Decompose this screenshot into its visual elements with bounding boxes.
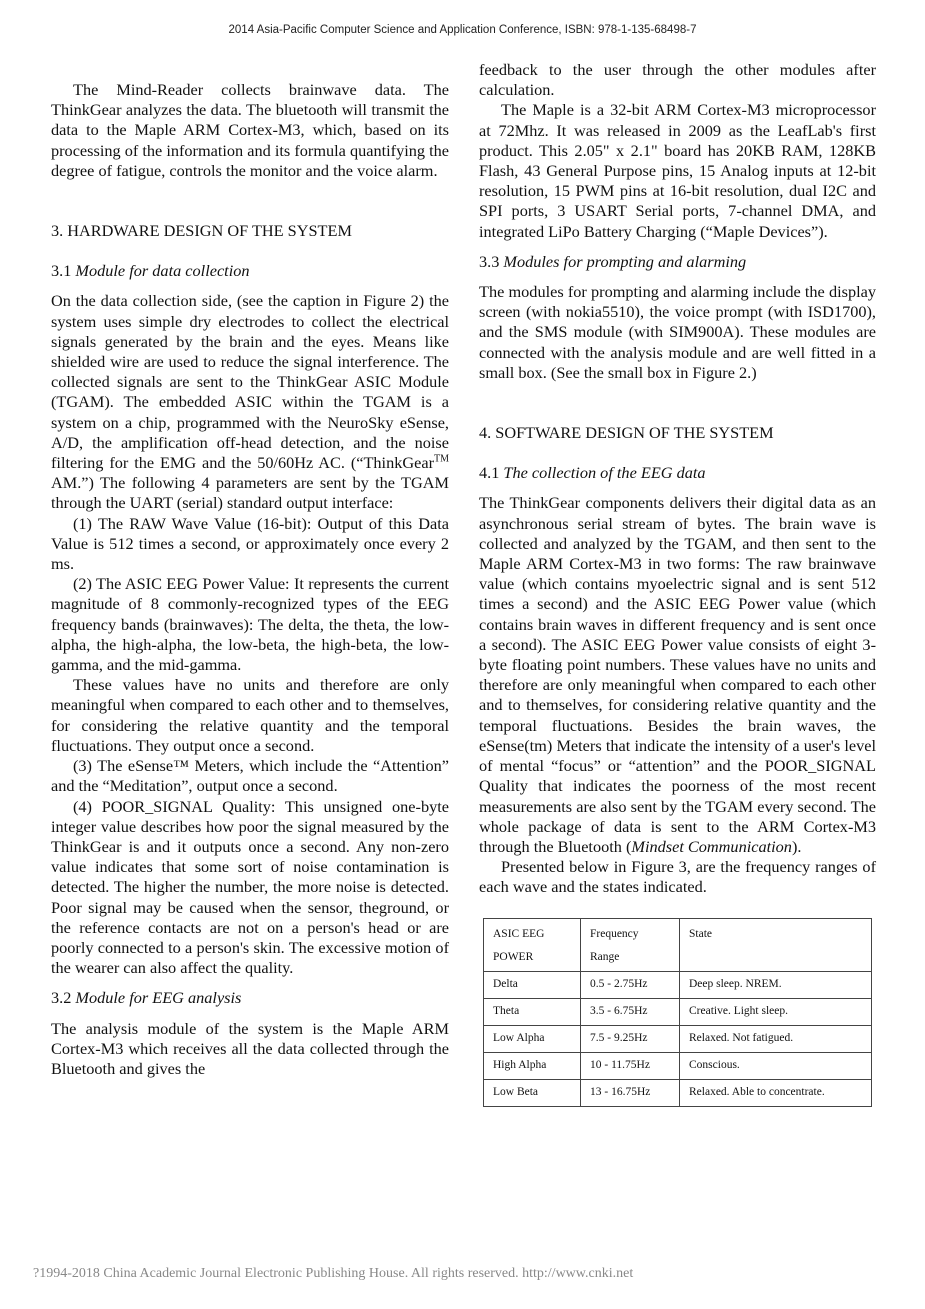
table-header-row <box>484 918 872 945</box>
page-header: 2014 Asia-Pacific Computer Science and Application Conference, ISBN: 978-1-135-68498-7 <box>228 24 697 36</box>
table-cell: Relaxed. Able to concentrate. <box>680 1079 872 1106</box>
section-3-heading: 3. HARDWARE DESIGN OF THE SYSTEM <box>51 221 352 241</box>
page-footer: ?1994-2018 China Academic Journal Electronic Publishing House. All rights reserved. http://www.cnki.net <box>33 1266 634 1281</box>
table-header-cell: State <box>680 918 872 945</box>
table-cell: Low Beta <box>484 1079 581 1106</box>
table-row <box>484 971 872 998</box>
table-row <box>484 998 872 1025</box>
table-cell: 10 - 11.75Hz <box>581 1052 680 1079</box>
table-row <box>484 1025 872 1052</box>
figure-3-intro: Presented below in Figure 3, are the frequency ranges of each wave and the states indicated. <box>479 857 876 897</box>
table-row <box>484 1079 872 1106</box>
table-cell: Low Alpha <box>484 1025 581 1052</box>
continued-paragraph: feedback to the user through the other modules after calculation. <box>479 60 876 100</box>
section-3-2-paragraph: The analysis module of the system is the Maple ARM Cortex-M3 which receives all the data collected through the Bluetooth and gives the <box>51 1018 449 1078</box>
param-item-4: (4) POOR_SIGNAL Quality: This unsigned one-byte integer value describes how poor the signal measured by the ThinkGear is and it outputs once a second. Any non-zero value indicates that some sort of noise contamination is detected. The higher the number, the more noise is detected. Poor signal may be caused when the sensor, theground, or the reference contacts are not on a person's head or are poorly connected to a person's skin. The excessive motion of the wearer can also affect the quality. <box>51 796 449 978</box>
table-row <box>484 1052 872 1079</box>
table-cell: Theta <box>484 998 581 1025</box>
table-cell: High Alpha <box>484 1052 581 1079</box>
table-cell: Conscious. <box>680 1052 872 1079</box>
section-3-3-paragraph: The modules for prompting and alarming include the display screen (with nokia5510), the voice prompt (with ISD1700), and the SMS module (with SIM900A). These modules are connected with the analysis module and are well fitted in a small box. (See the small box in Figure 2.) <box>479 282 876 382</box>
section-4-1-paragraph: The ThinkGear components delivers their digital data as an asynchronous serial stream of bytes. The brain wave is collected and analyzed by the TGAM, and then sent to the Maple ARM Cortex-M3 in two forms: The raw brainwave value (which contains myoelectric signal and is sent 512 times a second) and the ASIC EEG Power value (which contains brain waves in different frequency and is sent once a second). The ASIC EEG Power value consists of eight 3-byte floating point numbers. These values have no units and therefore are only meaningful when compared to each other and to themselves, for considering relative quantity and the temporal fluctuations. Besides the brain waves, the eSense(tm) Meters that indicate the intensity of a user's level of mental “focus” or “attention” and the POOR_SIGNAL Quality that indicates the poorness of the most recent measurements are also sent by the TGAM every second. The whole package of data is sent to the ARM Cortex-M3 through the Bluetooth (Mindset Communication). <box>479 493 876 856</box>
table-header-cell: POWER <box>484 945 581 972</box>
section-3-3-heading: 3.3 Modules for prompting and alarming <box>479 251 747 271</box>
section-4-heading: 4. SOFTWARE DESIGN OF THE SYSTEM <box>479 423 774 443</box>
section-4-1-heading: 4.1 The collection of the EEG data <box>479 463 706 483</box>
table-cell: 0.5 - 2.75Hz <box>581 971 680 998</box>
left-column <box>51 60 449 1079</box>
section-3-1-paragraph: On the data collection side, (see the caption in Figure 2) the system uses simple dry electrodes to collect the electrical signals generated by the brain and the eyes. Means like shielded wire are used to reduce the signal interference. The collected signals are sent to the ThinkGear ASIC Module (TGAM). The embedded ASIC within the TGAM is a system on a chip, programmed with the NeuroSky eSense, A/D, the amplification off-head detection, and the noise filtering for the EMG and the 50/60Hz AC. (“ThinkGear™ AM.”) The following 4 parameters are sent by the TGAM through the UART (serial) standard output interface: <box>51 291 449 513</box>
intro-paragraph: The Mind-Reader collects brainwave data. The ThinkGear analyzes the data. The bluetooth will transmit the data to the Maple ARM Cortex-M3, which, based on its processing of the information and its formula quantifying the degree of fatigue, controls the monitor and the voice alarm. <box>51 80 449 180</box>
table-cell: 13 - 16.75Hz <box>581 1079 680 1106</box>
table-header-cell <box>680 945 872 972</box>
section-3-2-heading: 3.2 Module for EEG analysis <box>51 988 242 1008</box>
param-item-1: (1) The RAW Wave Value (16-bit): Output of this Data Value is 512 times a second, or approximately once every 2 ms. <box>51 513 449 574</box>
table-cell: 3.5 - 6.75Hz <box>581 998 680 1025</box>
param-item-2: (2) The ASIC EEG Power Value: It represents the current magnitude of 8 commonly-recognized types of the EEG frequency bands (brainwaves): The delta, the theta, the low-alpha, the high-alpha, the low-beta, the high-beta, the low-gamma, and the mid-gamma. <box>51 574 449 675</box>
section-3-1-heading: 3.1 Module for data collection <box>51 261 250 281</box>
param-item-3: (3) The eSense™ Meters, which include the “Attention” and the “Meditation”, output once a second. <box>51 756 449 796</box>
values-note: These values have no units and therefore are only meaningful when compared to each other and to themselves, for considering the relative quantity and the temporal fluctuations. They output once a second. <box>51 675 449 755</box>
table-header-cell: Range <box>581 945 680 972</box>
eeg-frequency-table <box>483 918 872 1107</box>
right-column <box>479 60 876 1107</box>
table-cell: Delta <box>484 971 581 998</box>
table-header-cell: ASIC EEG <box>484 918 581 945</box>
table-header-cell: Frequency <box>581 918 680 945</box>
table-cell: Deep sleep. NREM. <box>680 971 872 998</box>
table-cell: 7.5 - 9.25Hz <box>581 1025 680 1052</box>
maple-paragraph: The Maple is a 32-bit ARM Cortex-M3 microprocessor at 72Mhz. It was released in 2009 as the LeafLab's first product. This 2.05" x 2.1" board has 20KB RAM, 128KB Flash, 43 General Purpose pins, 15 Analog inputs at 12-bit resolution, 15 PWM pins at 16-bit resolution, dual I2C and SPI ports, 3 USART Serial ports, 7-channel DMA, and integrated LiPo Battery Charging (“Maple Devices”). <box>479 100 876 241</box>
table-header-row-2 <box>484 945 872 972</box>
table-cell: Creative. Light sleep. <box>680 998 872 1025</box>
table-cell: Relaxed. Not fatigued. <box>680 1025 872 1052</box>
